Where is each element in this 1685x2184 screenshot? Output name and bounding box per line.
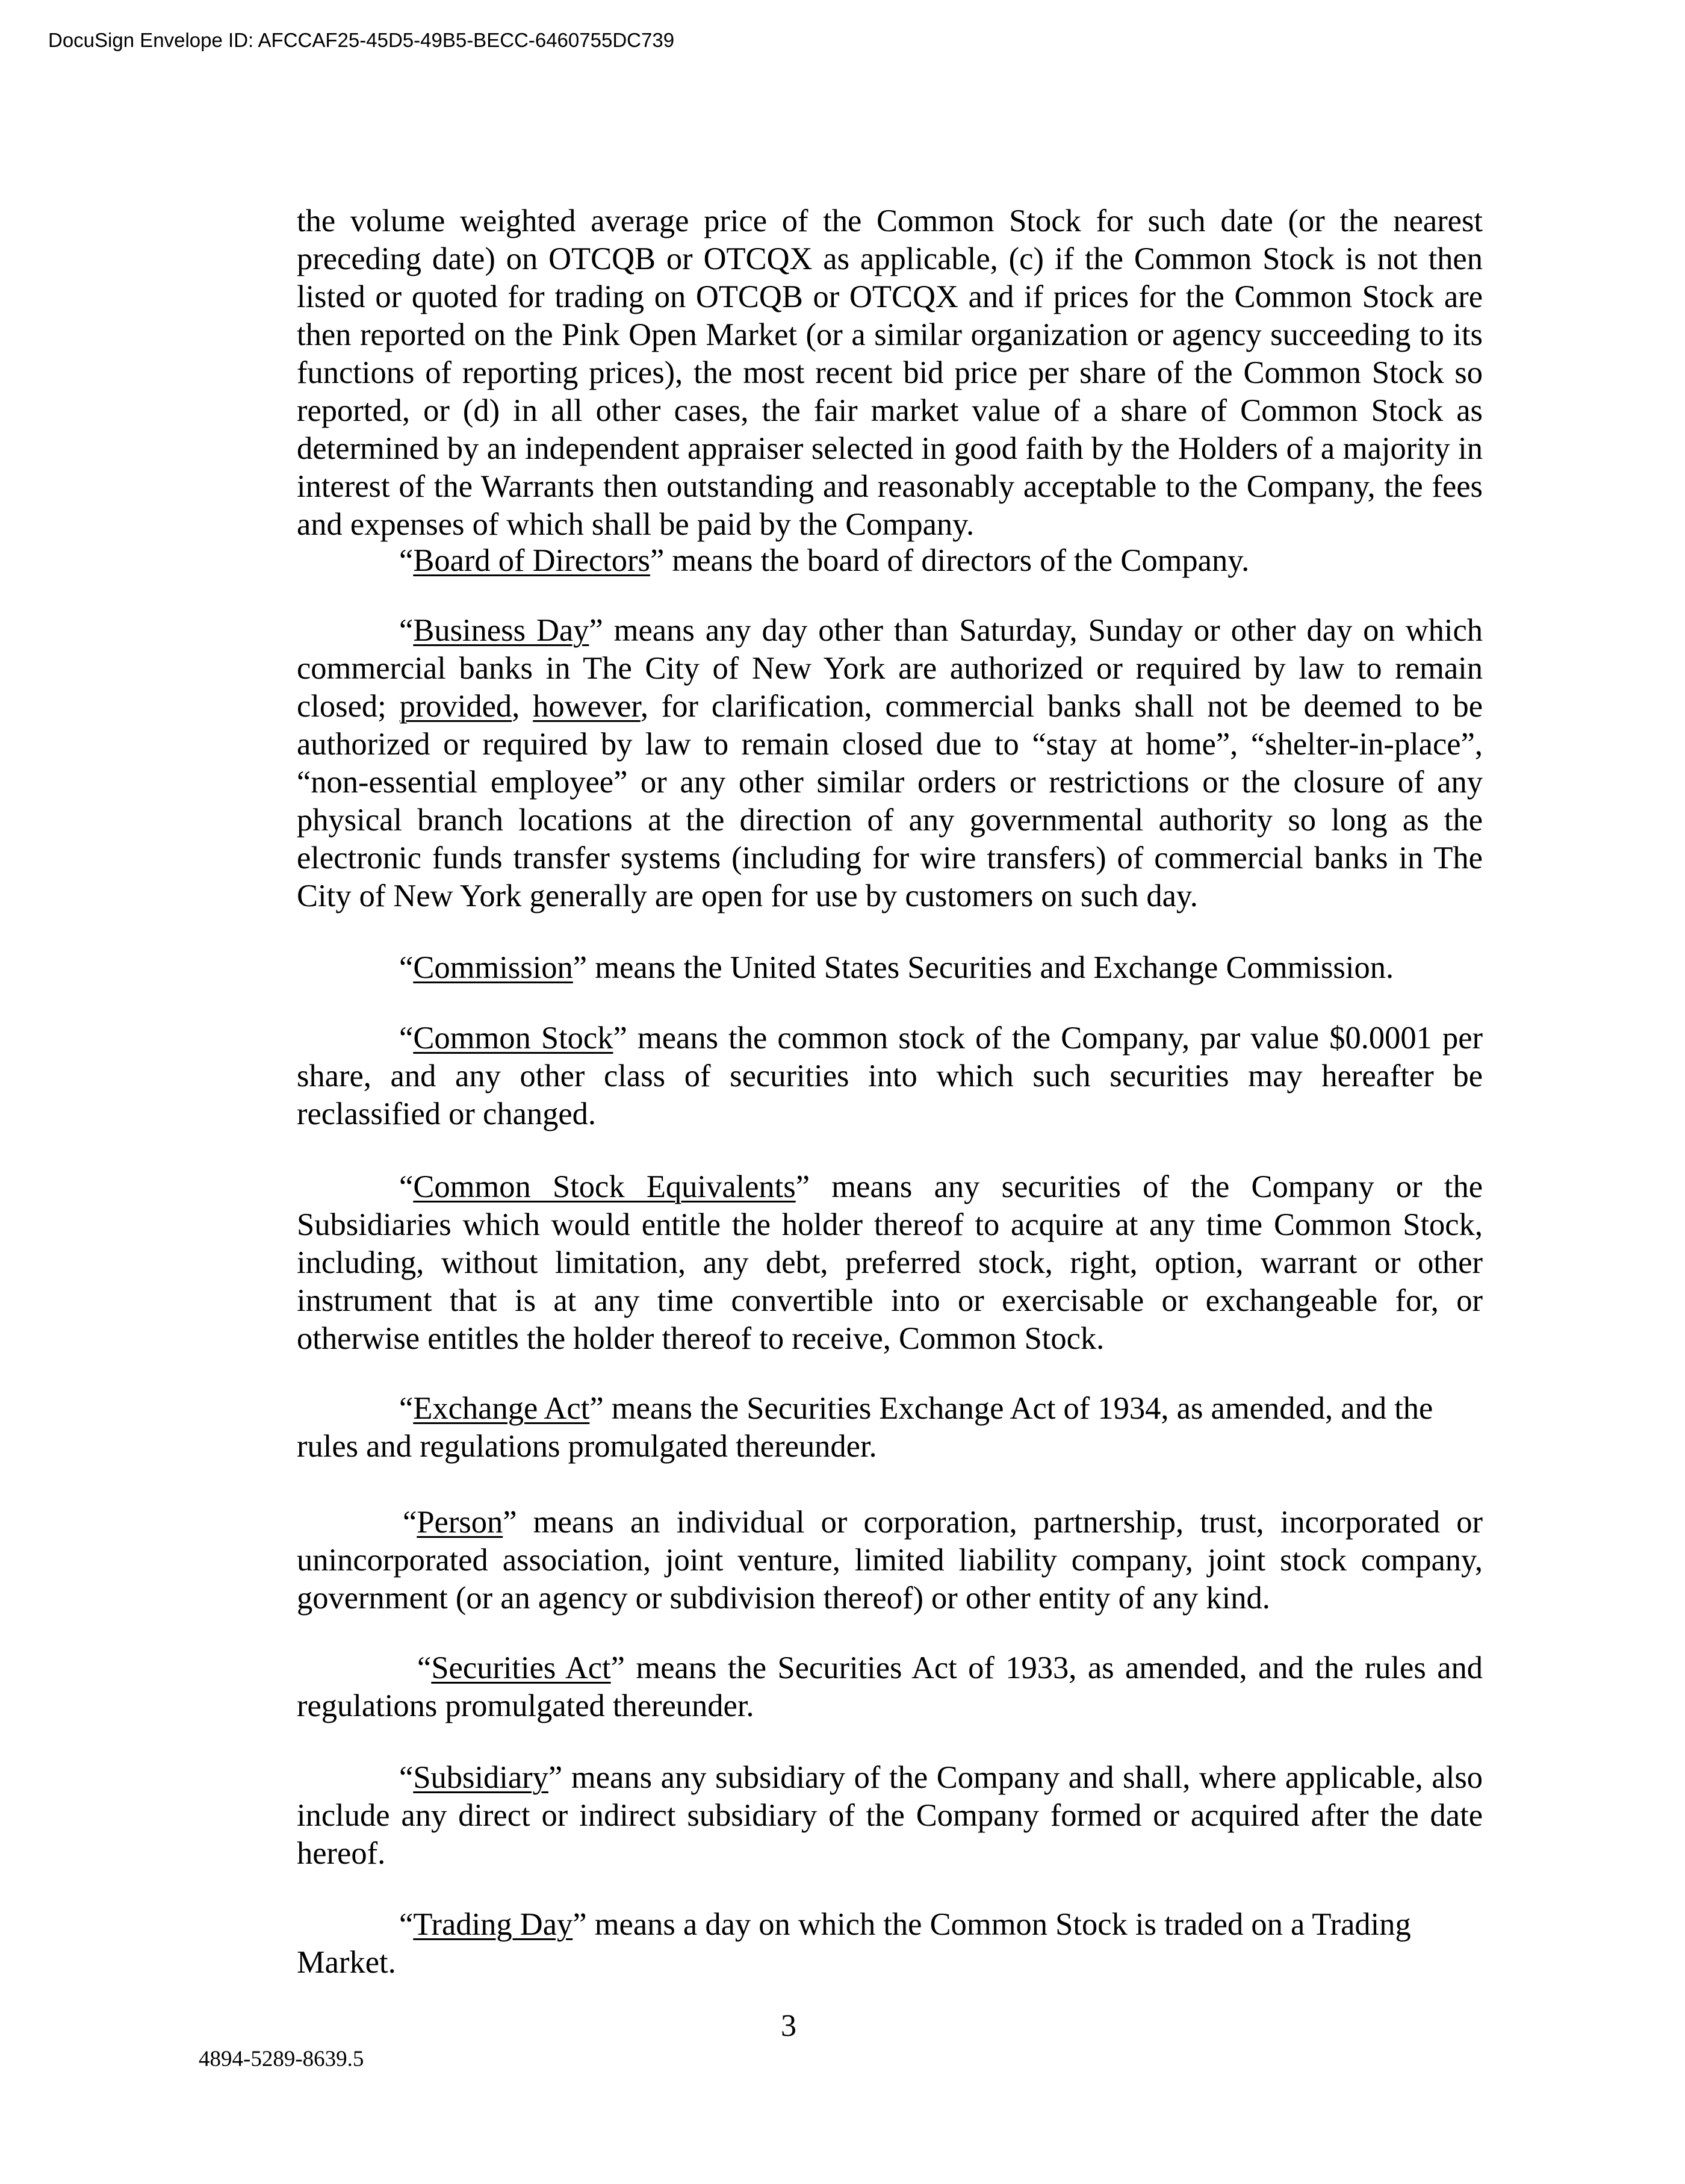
defined-term: Board of Directors — [413, 543, 650, 578]
defined-term: Commission — [413, 950, 573, 985]
definition-common-stock: “Common Stock” means the common stock of the Company, par value $0.0001 per share, and any other class of securities into which such securities may hereafter be reclassified or changed. — [297, 1021, 1483, 1131]
definition-securities-act: “Securities Act” means the Securities Act of 1933, as amended, and the rules and regulations promulgated thereunder. — [297, 1650, 1483, 1723]
provided-term: provided — [399, 689, 512, 724]
however-term: however — [533, 689, 641, 724]
definition-common-stock-equivalents: “Common Stock Equivalents” means any securities of the Company or the Subsidiaries which would entitle the holder thereof to acquire at any time Common Stock, including, without limitation, any debt, preferred stock, right, option, warrant or other instrument that is at any time convertible into or exercisable or exchangeable for, or otherwise entitles the holder thereof to receive, Common Stock. — [297, 1169, 1483, 1356]
definition-business-day: “Business Day” means any day other than Saturday, Sunday or other day on which commercial banks in The City of New York are authorized or required by law to remain closed; provided, however, for clarification, commercial banks shall not be deemed to be authorized or required by law to remain closed due to “stay at home”, “shelter-in-place”, “non-essential employee” or any other similar orders or restrictions or the closure of any physical branch locations at the direction of any governmental authority so long as the electronic funds transfer systems (including for wire transfers) of commercial banks in The City of New York generally are open for use by customers on such day. — [297, 613, 1483, 913]
defined-term: Common Stock — [413, 1021, 613, 1056]
definition-person: “Person” means an individual or corporation, partnership, trust, incorporated or unincorporated association, joint venture, limited liability company, joint stock company, government (or an agency or subdivision thereof) or other entity of any kind. — [297, 1505, 1483, 1616]
definition-subsidiary: “Subsidiary” means any subsidiary of the Company and shall, where applicable, also include any direct or indirect subsidiary of the Company formed or acquired after the date hereof. — [297, 1760, 1483, 1871]
defined-term: Securities Act — [431, 1650, 611, 1685]
continuation-paragraph: the volume weighted average price of the Common Stock for such date (or the nearest preceding date) on OTCQB or OTCQX as applicable, (c) if the Common Stock is not then listed or quoted for trading on OTCQB or OTCQX and if prices for the Common Stock are then reported on the Pink Open Market (or a similar organization or agency succeeding to its functions of reporting prices), the most recent bid price per share of the Common Stock so reported, or (d) in all other cases, the fair market value of a share of Common Stock as determined by an independent appraiser selected in good faith by the Holders of a majority in interest of the Warrants then outstanding and reasonably acceptable to the Company, the fees and expenses of which shall be paid by the Company. — [297, 204, 1483, 542]
defined-term: Exchange Act — [413, 1391, 590, 1426]
page-number: 3 — [781, 2009, 796, 2043]
defined-term: Business Day — [413, 613, 589, 648]
definition-board-of-directors: “Board of Directors” means the board of directors of the Company. — [399, 543, 1250, 578]
definition-trading-day: “Trading Day” means a day on which the Common Stock is traded on a Trading Market. — [297, 1907, 1411, 1980]
defined-term: Trading Day — [413, 1907, 573, 1942]
defined-term: Person — [417, 1505, 503, 1540]
defined-term: Subsidiary — [413, 1760, 548, 1795]
definition-commission: “Commission” means the United States Securities and Exchange Commission. — [399, 950, 1394, 985]
defined-term: Common Stock Equivalents — [413, 1169, 796, 1204]
definition-exchange-act: “Exchange Act” means the Securities Exchange Act of 1934, as amended, and the rules and regulations promulgated thereunder. — [297, 1391, 1433, 1464]
document-id-footer: 4894-5289-8639.5 — [199, 2047, 364, 2071]
docusign-envelope-id: DocuSign Envelope ID: AFCCAF25-45D5-49B5-BECC-6460755DC739 — [48, 29, 675, 51]
